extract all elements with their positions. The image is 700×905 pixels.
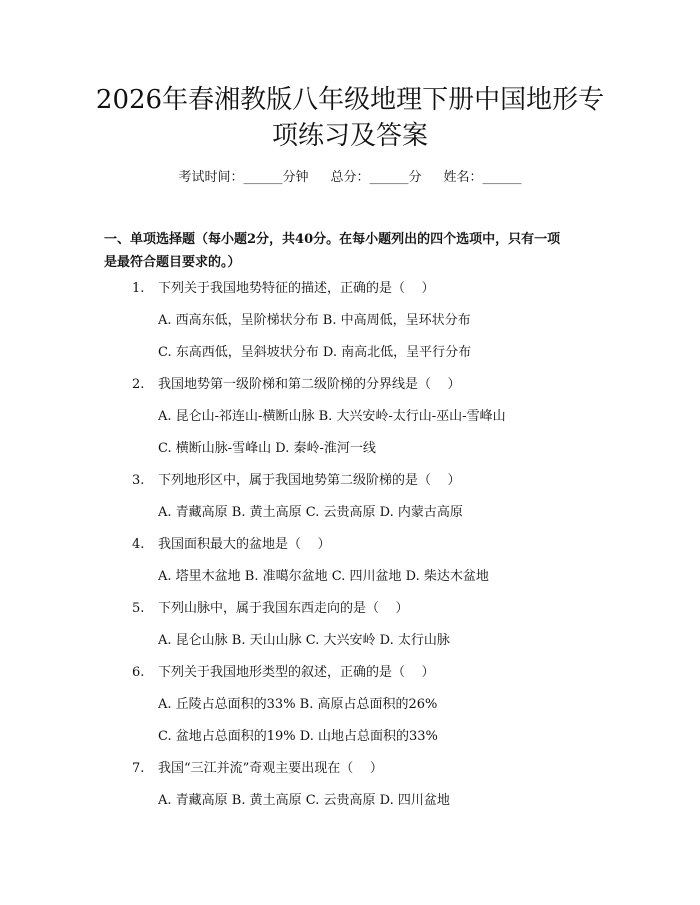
question-3-options-line1: A. 青藏高原 B. 黄土高原 C. 云贵高原 D. 内蒙古高原 xyxy=(158,505,463,520)
question-number: 7. xyxy=(132,761,145,776)
document-title-line1: 2026年春湘教版八年级地理下册中国地形专 xyxy=(95,85,605,115)
question-3 xyxy=(132,471,461,491)
question-number: 5. xyxy=(132,601,145,616)
question-number: 3. xyxy=(132,473,145,488)
question-1 xyxy=(132,279,435,299)
exam-info-row xyxy=(0,168,700,188)
question-stem: 下列关于我国地势特征的描述，正确的是（ ） xyxy=(158,281,435,296)
question-7-options-line1: A. 青藏高原 B. 黄土高原 C. 云贵高原 D. 四川盆地 xyxy=(158,793,450,808)
question-2-options-line1: A. 昆仑山-祁连山-横断山脉 B. 大兴安岭-太行山-巫山-雪峰山 xyxy=(158,409,506,424)
question-5-options-line1: A. 昆仑山脉 B. 天山山脉 C. 大兴安岭 D. 太行山脉 xyxy=(158,633,450,648)
question-stem: 下列地形区中，属于我国地势第二级阶梯的是（ ） xyxy=(158,473,461,488)
question-number: 2. xyxy=(132,377,145,392)
question-2 xyxy=(132,375,461,395)
question-4-options-line1: A. 塔里木盆地 B. 准噶尔盆地 C. 四川盆地 D. 柴达木盆地 xyxy=(158,569,489,584)
exam-time-field: 考试时间：______分钟 xyxy=(178,170,309,185)
question-stem: 我国“三江并流”奇观主要出现在（ ） xyxy=(158,761,383,776)
question-stem: 我国面积最大的盆地是（ ） xyxy=(158,537,331,552)
question-4 xyxy=(132,535,331,555)
document-title-line2: 项练习及答案 xyxy=(271,121,428,151)
section-heading-line1: 一、单项选择题（每小题2分，共40分。在每小题列出的四个选项中，只有一项 xyxy=(104,232,561,247)
question-1-options-line1: A. 西高东低，呈阶梯状分布 B. 中高周低，呈环状分布 xyxy=(158,313,471,328)
question-7 xyxy=(132,759,383,779)
question-stem: 下列山脉中，属于我国东西走向的是（ ） xyxy=(158,601,409,616)
name-field: 姓名：______ xyxy=(443,170,522,185)
section-heading-line2: 是最符合题目要求的。） xyxy=(104,255,241,270)
question-5 xyxy=(132,599,409,619)
question-6-options-line1: A. 丘陵占总面积的33% B. 高原占总面积的26% xyxy=(158,697,438,712)
question-stem: 下列关于我国地形类型的叙述，正确的是（ ） xyxy=(158,665,435,680)
question-number: 1. xyxy=(132,281,145,296)
question-stem: 我国地势第一级阶梯和第二级阶梯的分界线是（ ） xyxy=(158,377,461,392)
question-2-options-line2: C. 横断山脉-雪峰山 D. 秦岭-淮河一线 xyxy=(158,441,376,456)
question-number: 6. xyxy=(132,665,145,680)
question-6 xyxy=(132,663,435,683)
question-6-options-line2: C. 盆地占总面积的19% D. 山地占总面积的33% xyxy=(158,729,438,744)
total-score-field: 总分：______分 xyxy=(330,170,422,185)
question-number: 4. xyxy=(132,537,145,552)
question-1-options-line2: C. 东高西低，呈斜坡状分布 D. 南高北低，呈平行分布 xyxy=(158,345,472,360)
